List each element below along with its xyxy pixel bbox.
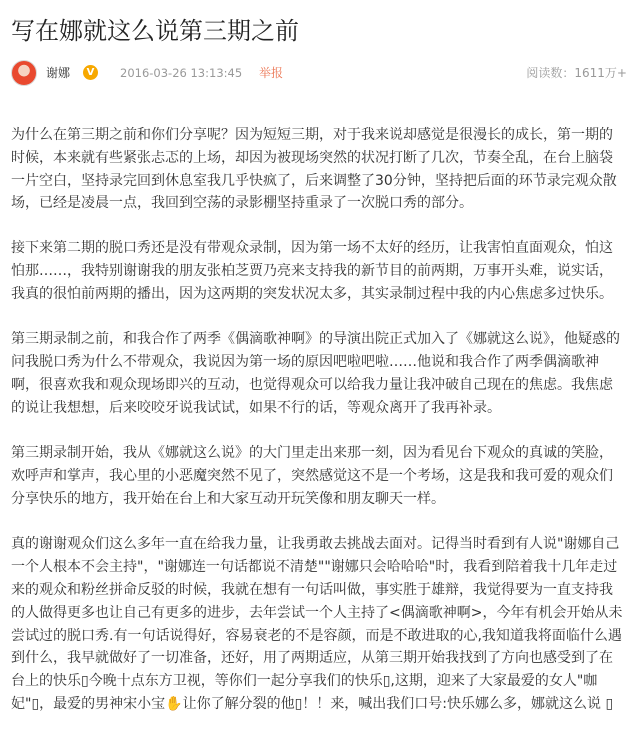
article-paragraph: 第三期录制开始，我从《娜就这么说》的大门里走出来那一刻，因为看见台下观众的真诚的笑脸，欢呼声和掌声，我心里的小恶魔突然不见了，突然感觉这不是一个考场，这是我和我可爱的观众们分享快乐的地方，我开始在台上和大家互动开玩笑像和朋友聊天一样。 (11, 445, 613, 507)
publish-date: 2016-03-26 13:13:45 (120, 66, 243, 80)
verified-badge-icon: V (83, 65, 98, 80)
read-count: 阅读数：1611万+ (526, 66, 627, 80)
article-paragraph: 真的谢谢观众们这么多年一直在给我力量，让我勇敢去挑战去面对。记得当时看到有人说"谢娜自己一个人根本不会主持"，"谢娜连一句话都说不清楚""谢娜只会哈哈哈"时，我看到陪着我十几年走过来的观众和粉丝拼命反驳的时候，我就在想有一句话叫做，事实胜于雄辩，我觉得要为一直支持我的人做得更多也让自己有更多的进步，去年尝试一个人主持了<偶滴歌神啊>，今年有机会开始从未尝试过的脱口秀.有一句话说得好，容易衰老的不是容颜，而是不敢进取的心,我知道我将面临什么遇到什么，我早就做好了一切准备，还好，用了两期适应，从第三期开始我找到了方向也感受到了在台上的快乐▯今晚十点东方卫视，等你们一起分享我们的快乐▯,这期，迎来了大家最爱的女人"咖妃"▯，最爱的男神宋小宝✋让你了解分裂的他▯！！来，喊出我们口号:快乐娜么多，娜就这么说 ▯ (11, 536, 623, 712)
article-body (11, 124, 623, 716)
article-title: 写在娜就这么说第三期之前 (11, 17, 299, 45)
author-name-link[interactable]: 谢娜 (46, 66, 71, 80)
author-avatar[interactable] (11, 60, 37, 86)
article-paragraph: 接下来第二期的脱口秀还是没有带观众录制，因为第一场不太好的经历，让我害怕直面观众，怕这怕那……，我特别谢谢我的朋友张柏芝贾乃亮来支持我的新节目的前两期，万事开头难，说实话，我真的很怕前两期的播出，因为这两期的突发状况太多，其实录制过程中我的内心焦虑多过快乐。 (11, 239, 613, 302)
article-meta-bar (11, 58, 631, 88)
article-paragraph: 第三期录制之前，和我合作了两季《偶滴歌神啊》的导演出院正式加入了《娜就这么说》，他疑惑的问我脱口秀为什么不带观众，我说因为第一场的原因吧啦吧啦……他说和我合作了两季偶滴歌神啊，很喜欢我和观众现场即兴的互动，也觉得观众可以给我力量让我冲破自己现在的焦虑。我焦虑的说让我想想，后来咬咬牙说我试试，如果不行的话，等观众离开了我再补录。 (11, 331, 620, 416)
report-link[interactable]: 举报 (259, 66, 284, 80)
article-paragraph: 为什么在第三期之前和你们分享呢？因为短短三期，对于我来说却感觉是很漫长的成长，第一期的时候，本来就有些紧张忐忑的上场，却因为被现场突然的状况打断了几次，节奏全乱，在台上脑袋一片空白，坚持录完回到休息室我几乎快疯了，后来调整了30分钟，坚持把后面的环节录完观众散场，已经是凌晨一点，我回到空荡的录影棚坚持重录了一次脱口秀的部分。 (11, 127, 617, 212)
